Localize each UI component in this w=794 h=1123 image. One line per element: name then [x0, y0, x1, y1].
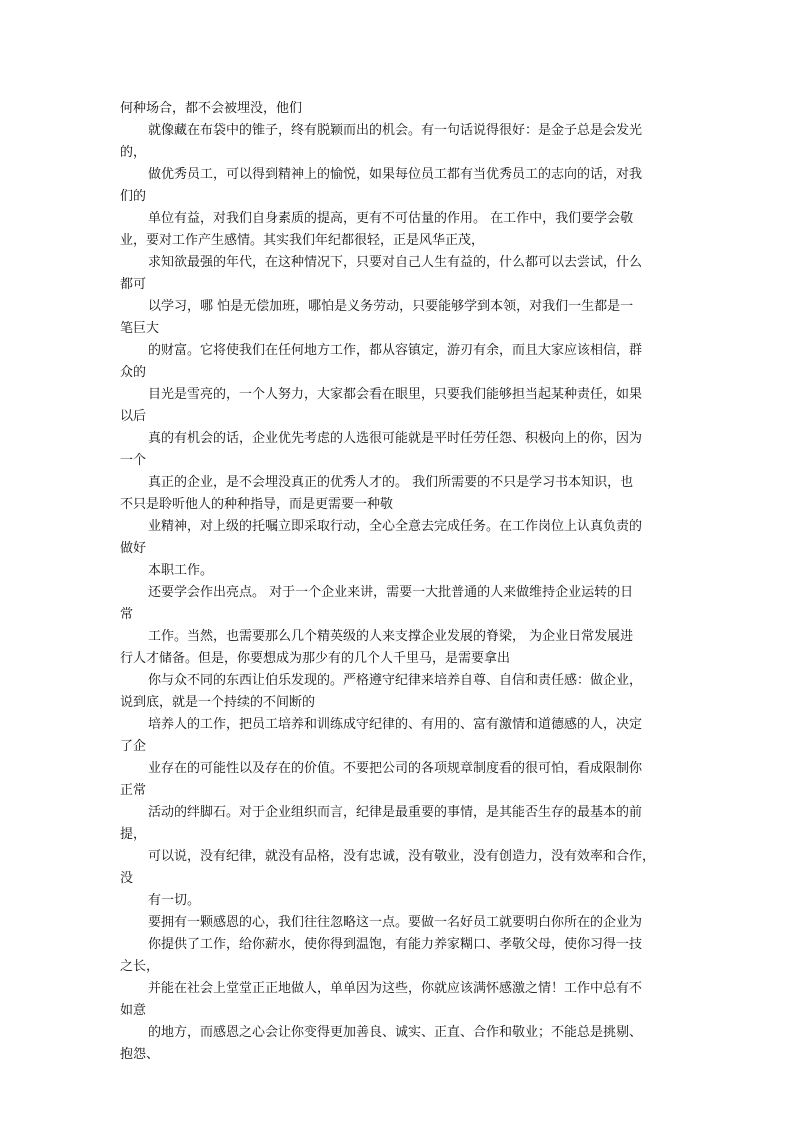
text-line: 以后	[120, 409, 147, 424]
text-line: 业，要对工作产生感情。其实我们年纪都很轻，正是风华正茂，	[120, 233, 485, 248]
text-line: 求知欲最强的年代，在这种情况下，只要对自己人生有益的，什么都可以去尝试，什么	[148, 255, 643, 270]
text-line: 以学习，哪 怕是无偿加班，哪怕是义务劳动，只要能够学到本领，对我们一生都是一	[148, 299, 634, 314]
text-line: 之长，	[120, 959, 160, 974]
text-line: 你提供了工作，给你薪水，使你得到温饱，有能力养家糊口、孝敬父母，使你习得一技	[148, 937, 643, 952]
text-line: 常	[120, 607, 134, 622]
text-line: 不只是聆听他人的种种指导，而是更需要一种敬	[120, 497, 394, 512]
text-line: 了企	[120, 739, 147, 754]
text-line: 做优秀员工，可以得到精神上的愉悦，如果每位员工都有当优秀员工的志向的话，对我	[148, 167, 643, 182]
text-line: 抱怨、	[120, 1047, 160, 1062]
text-line: 何种场合，都不会被埋没，他们	[120, 101, 303, 116]
text-line: 说到底，就是一个持续的不间断的	[120, 695, 316, 710]
text-line: 本职工作。	[148, 563, 214, 578]
text-line: 真的有机会的话，企业优先考虑的人选很可能就是平时任劳任怨、积极向上的你，因为	[148, 431, 643, 446]
text-line: 们的	[120, 189, 147, 204]
text-line: 的财富。它将使我们在任何地方工作，都从容镇定，游刃有余，而且大家应该相信，群	[148, 343, 643, 358]
text-line: 的，	[120, 145, 147, 160]
text-line: 单位有益，对我们自身素质的提高，更有不可估量的作用。 在工作中，我们要学会敬	[148, 211, 634, 226]
text-line: 还要学会作出亮点。 对于一个企业来讲，需要一大批普通的人来做维持企业运转的日	[148, 585, 634, 600]
text-line: 活动的绊脚石。对于企业组织而言，纪律是最重要的事情，是其能否生存的最基本的前	[148, 805, 643, 820]
text-line: 行人才储备。但是，你要想成为那少有的几个人千里马，是需要拿出	[120, 651, 511, 666]
text-line: 众的	[120, 365, 147, 380]
text-line: 的地方，而感恩之心会让你变得更加善良、诚实、正直、合作和敬业；不能总是挑剔、	[148, 1025, 643, 1040]
text-line: 一个	[120, 453, 147, 468]
text-line: 培养人的工作，把员工培养和训练成守纪律的、有用的、富有激情和道德感的人，决定	[148, 717, 643, 732]
text-line: 做好	[120, 541, 147, 556]
text-line: 有一切。	[148, 893, 201, 908]
text-line: 业精神，对上级的托嘱立即采取行动，全心全意去完成任务。在工作岗位上认真负责的	[148, 519, 643, 534]
text-line: 正常	[120, 783, 147, 798]
text-line: 没	[120, 871, 134, 886]
text-line: 你与众不同的东西让伯乐发现的。严格遵守纪律来培养自尊、自信和责任感：做企业，	[148, 673, 643, 688]
text-line: 要拥有一颗感恩的心，我们往往忽略这一点。要做一名好员工就要明白你所在的企业为	[148, 915, 643, 930]
text-line: 业存在的可能性以及存在的价值。不要把公司的各项规章制度看的很可怕，看成限制你	[148, 761, 643, 776]
text-line: 真正的企业，是不会埋没真正的优秀人才的。 我们所需要的不只是学习书本知识，也	[148, 475, 634, 490]
text-line: 提，	[120, 827, 147, 842]
text-line: 都可	[120, 277, 147, 292]
text-line: 目光是雪亮的，一个人努力，大家都会看在眼里，只要我们能够担当起某种责任，如果	[148, 387, 643, 402]
text-line: 就像藏在布袋中的锥子，终有脱颖而出的机会。有一句话说得很好：是金子总是会发光	[148, 123, 643, 138]
text-line: 可以说，没有纪律，就没有品格，没有忠诚，没有敬业，没有创造力，没有效率和合作，	[148, 849, 656, 864]
document-body	[120, 98, 684, 1066]
text-line: 如意	[120, 1003, 147, 1018]
text-line: 并能在社会上堂堂正正地做人，单单因为这些，你就应该满怀感激之情！工作中总有不	[148, 981, 643, 996]
text-line: 工作。当然，也需要那么几个精英级的人来支撑企业发展的脊梁， 为企业日常发展进	[148, 629, 634, 644]
text-line: 笔巨大	[120, 321, 160, 336]
